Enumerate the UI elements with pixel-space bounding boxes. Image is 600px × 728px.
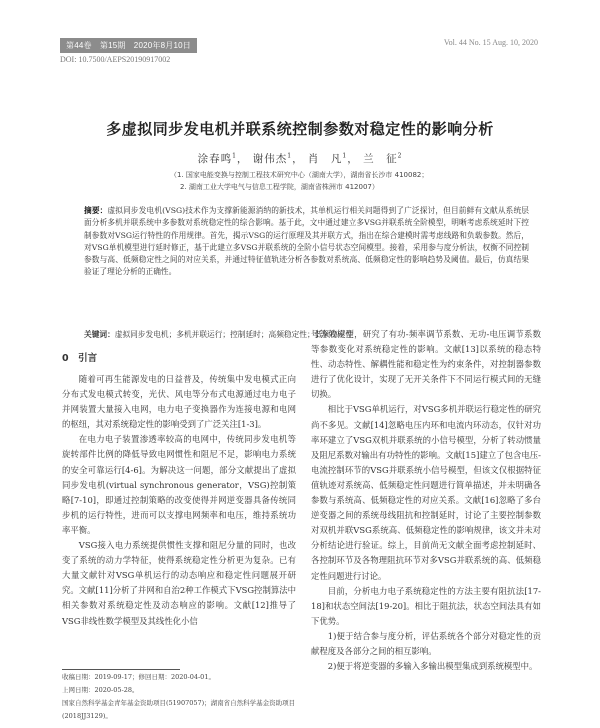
paragraph: 号等效模型，研究了有功-频率调节系数、无功-电压调节系数等参数变化对系统稳定性的影响。文献[13]以系统的稳态特性、动态特性、解耦性能和稳定性为约束条件，对控制器参数进行了优化设计，实现了无开关条件下不同运行模式间的无缝切换。 [311, 329, 541, 400]
paragraph: 随着可再生能源发电的日益普及，传统集中发电模式正向分布式发电模式转变，光伏、风电等分布式电源通过电力电子并网装置大量接入电网，电力电子变换器作为连接电源和电网的枢纽，其对系统稳定性的影响受到了广泛关注[1-3]。 [62, 374, 296, 430]
paragraph: 1)便于结合参与度分析，评估系统各个部分对稳定性的贡献程度及各部分之间的相互影响。 [311, 630, 541, 656]
footnotes [62, 671, 302, 723]
paragraph: 目前，分析电力电子系统稳定性的方法主要有阻抗法[17-18]和状态空间法[19-20]。相比于阻抗法，状态空间法具有如下优势。 [311, 585, 541, 626]
abstract-text: 虚拟同步发电机(VSG)技术作为支撑新能源消纳的新技术，其单机运行相关问题得到了广泛探讨，但目前鲜有文献从系统层面分析多机并联系统中多参数对系统稳定性的综合影响。基于此，文中通过建立多VSG并联系统全阶模型，明晰考虑系统延时下控制参数对VSG运行特性的作用规律。首先，揭示VSG的运行原理及其并联方式，指出在综合建模时需考虑线路和负载参数。然后，对VSG单机模型进行延时修正，基于此建立多VSG并联系统的全阶小信号状态空间模型。接着，采用参与度分析法，权衡不同控制参数与高、低频稳定性之间的对应关系，并通过特征值轨迹分析各参数对系统高、低频稳定性的影响趋势及阈值。最后，仿真结果验证了理论分析的正确性。 [84, 206, 529, 277]
paragraph: 在电力电子装置渗透率较高的电网中，传统同步发电机等旋转部件比例的降低导致电网惯性和阻尼不足，影响电力系统的安全可靠运行[4-6]。为解决这一问题，部分文献提出了虚拟同步发电机(virtual synchronous generator，VSG)控制策略[7-10]，即通过控制策略的改变使得并网逆变器具备传统同步机的运行特性，进而可以支撑电网频率和电压，维持系统功率平衡。 [62, 434, 296, 535]
author-line: 涂春鸣$^1$， 谢伟杰$^1$， 肖 凡$^1$， 兰 征$^2$ [197, 152, 403, 165]
paragraph: VSG接入电力系统提供惯性支撑和阻尼分量的同时，也改变了系统的动力学特征，使得系统稳定性分析更为复杂。已有大量文献针对VSG单机运行的动态响应和稳定性问题展开研究。文献[11]分析了并网和自治2种工作模式下VSG控制算法中相关参数对系统稳定性及动态响应的影响。文献[12]推导了VSG非线性数学模型及其线性化小信 [62, 540, 296, 626]
footnote-online: 上网日期：2020-05-28。 [62, 686, 139, 694]
author-name: 涂春鸣 [197, 153, 233, 165]
keywords-text: 虚拟同步发电机；多机并联运行；控制延时；高频稳定性；低频稳定性 [114, 330, 354, 339]
section-heading-introduction: 0 引言 [62, 353, 98, 364]
left-column [62, 352, 296, 629]
keywords-label: 关键词： [84, 330, 115, 339]
issue-english: Vol. 44 No. 15 Aug. 10, 2020 [443, 38, 538, 47]
author-affil-mark: 1 [287, 152, 293, 160]
doi-line: DOI: 10.7500/AEPS20190917002 [60, 55, 171, 64]
footnote-funding: 国家自然科学基金青年基金资助项目(51907057)；湖南省自然科学基金资助项目(2018JJ3129)。 [62, 699, 296, 720]
abstract [84, 205, 529, 279]
author-affil-mark: 2 [397, 152, 403, 160]
issue-badge: 第44卷 第15期 2020年8月10日 [60, 38, 197, 53]
author-name: 肖 凡 [307, 153, 343, 165]
right-column [311, 327, 541, 674]
footnote-received: 收稿日期：2019-09-17；修回日期：2020-04-01。 [62, 673, 215, 681]
abstract-label: 摘要： [84, 206, 108, 215]
affiliation-2: 2. 湖南工业大学电气与信息工程学院，湖南省株洲市 412007） [180, 183, 379, 191]
footnote-divider [62, 669, 180, 670]
affiliation-1: （1. 国家电能变换与控制工程技术研究中心（湖南大学），湖南省长沙市 410082； [170, 171, 429, 179]
paragraph: 2)便于将逆变器的多输入多输出模型集成到系统模型中。 [327, 661, 538, 672]
paper-title: 多虚拟同步发电机并联系统控制参数对稳定性的影响分析 [106, 120, 494, 138]
author-affil-mark: 1 [342, 152, 348, 160]
author-name: 谢伟杰 [252, 153, 288, 165]
author-affil-mark: 1 [232, 152, 237, 160]
paragraph: 相比于VSG单机运行，对VSG多机并联运行稳定性的研究尚不多见。文献[14]忽略电压内环和电流内环动态，仅针对功率环建立了VSG双机并联系统的小信号模型，分析了转动惯量及阻尼系数对输出有功特性的影响。文献[15]建立了包含电压-电流控制环节的VSG并联系统小信号模型，但该文仅根据特征值轨迹对系统高、低频稳定性问题进行简单描述，并未明确各参数与系统高、低频稳定性的对应关系。文献[16]忽略了多台逆变器之间的系统母线阻抗和控制延时，讨论了主要控制参数对双机并联VSG系统高、低频稳定性的影响规律，该文并未对分析结论进行验证。综上，目前尚无文献全面考虑控制延时、各控制环节及各物理阻抗环节对多VSG并联系统的高、低频稳定性问题进行讨论。 [311, 404, 541, 581]
author-name: 兰 征 [363, 153, 398, 165]
